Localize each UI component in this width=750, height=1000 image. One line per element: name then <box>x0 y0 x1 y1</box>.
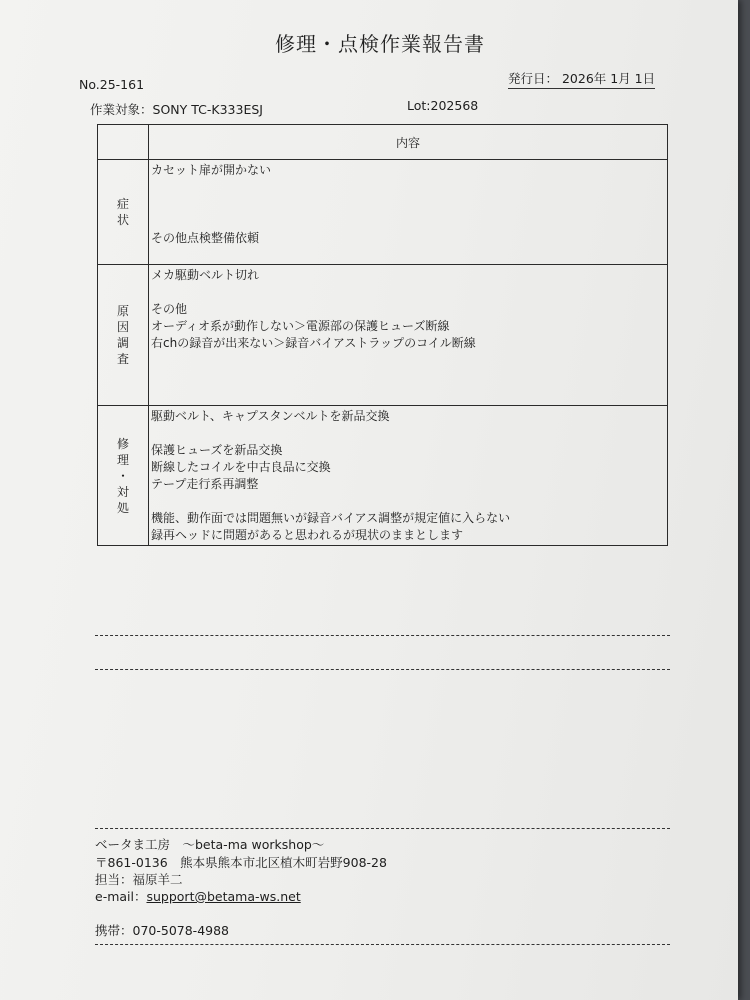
label-char: 査 <box>116 352 129 366</box>
label-char: 原 <box>116 304 129 318</box>
content-line: 保護ヒューズを新品交換 <box>151 443 283 457</box>
content-line: 録再ヘッドに問題があると思われるが現状のままとします <box>151 528 464 542</box>
document-title: 修理・点検作業報告書 <box>275 32 485 56</box>
label-char: 処 <box>116 500 129 515</box>
report-table <box>97 124 668 546</box>
lot-number: Lot:202568 <box>407 98 479 113</box>
header-content-cell: 内容 <box>149 125 668 160</box>
label-char: 状 <box>116 213 129 227</box>
work-target <box>90 100 263 118</box>
content-line: その他点検整備依頼 <box>151 231 260 245</box>
repair-label <box>98 406 149 546</box>
content-line: 機能、動作面では問題無いが録音バイアス調整が規定値に入らない <box>151 511 511 525</box>
label-char: ・ <box>116 468 129 483</box>
staff-name: 担当：福原羊二 <box>95 872 183 887</box>
symptom-content <box>149 160 668 265</box>
dashed-divider <box>95 944 670 945</box>
work-target-label: 作業対象： <box>90 102 153 117</box>
content-line <box>151 179 667 196</box>
label-char: 対 <box>116 484 129 499</box>
content-line <box>151 425 667 442</box>
cause-content <box>149 265 668 406</box>
content-line: カセット扉が開かない <box>151 163 272 177</box>
dashed-divider <box>95 635 670 636</box>
table-row-symptom <box>98 160 668 265</box>
issue-date: 発行日： 2026年 1月 1日 <box>508 69 655 89</box>
label-char: 症 <box>116 197 129 211</box>
table-row-repair <box>98 406 668 546</box>
content-line <box>151 493 667 510</box>
shop-name: ベータま工房 ～beta-ma workshop～ <box>95 837 325 852</box>
content-line <box>151 196 667 213</box>
email-line <box>95 887 301 905</box>
content-line: メカ駆動ベルト切れ <box>151 268 260 282</box>
content-line: 断線したコイルを中古良品に交換 <box>151 460 331 474</box>
dashed-divider <box>95 669 670 670</box>
content-line <box>151 213 667 230</box>
email-label: e-mail： <box>95 889 147 904</box>
cause-label <box>98 265 149 406</box>
content-line <box>151 284 667 301</box>
content-line: オーディオ系が動作しない＞電源部の保護ヒューズ断線 <box>151 319 450 333</box>
dashed-divider <box>95 828 670 829</box>
content-line: 右chの録音が出来ない＞録音バイアストラップのコイル断線 <box>151 336 476 350</box>
content-line: 駆動ベルト、キャプスタンベルトを新品交換 <box>151 409 390 423</box>
label-char: 理 <box>116 452 129 467</box>
content-line: その他 <box>151 302 188 316</box>
symptom-label <box>98 160 149 265</box>
content-line: テープ走行系再調整 <box>151 477 259 491</box>
shop-address: 〒861-0136 熊本県熊本市北区植木町岩野908-28 <box>95 855 387 870</box>
work-target-value: SONY TC-K333ESJ <box>152 102 263 117</box>
label-char: 修 <box>116 436 129 451</box>
email-link[interactable]: support@betama-ws.net <box>146 889 301 904</box>
table-header-row <box>98 125 668 160</box>
repair-content <box>149 406 668 546</box>
label-char: 調 <box>116 336 129 350</box>
header-label-cell <box>98 125 149 160</box>
label-char: 因 <box>116 320 129 334</box>
phone-number: 携帯：070-5078-4988 <box>95 923 230 938</box>
document-number: No.25-161 <box>79 77 145 92</box>
table-row-cause <box>98 265 668 406</box>
